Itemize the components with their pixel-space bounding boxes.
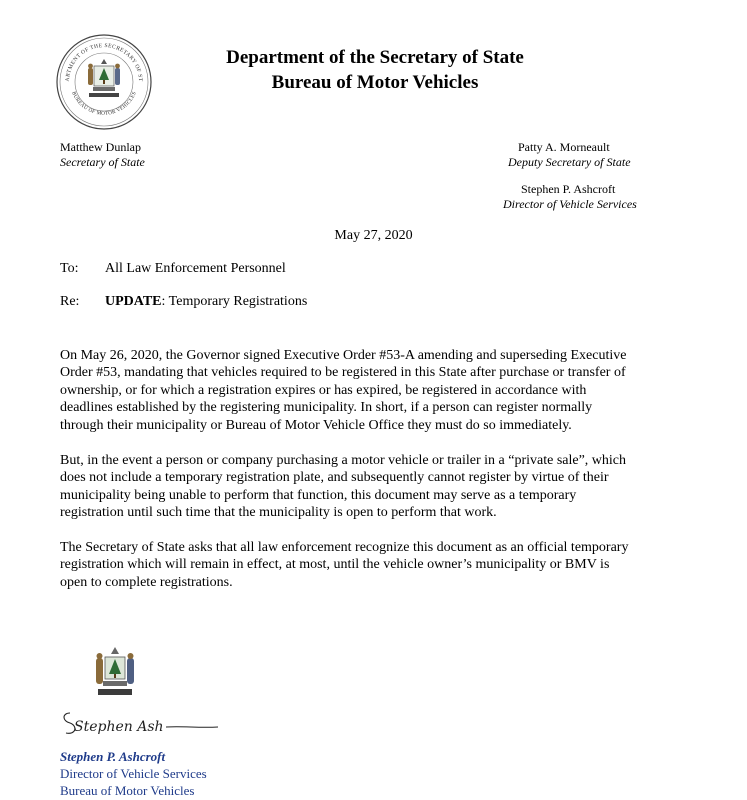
paragraph-1 xyxy=(60,347,690,434)
secretary-name: Matthew Dunlap xyxy=(60,140,141,154)
re-value xyxy=(105,294,307,310)
paragraph-line: open to complete registrations. xyxy=(60,574,233,590)
deputy-title: Deputy Secretary of State xyxy=(508,155,631,169)
paragraph-line: On May 26, 2020, the Governor signed Executive Order #53-A amending and superseding Executive xyxy=(60,348,627,363)
re-text: : Temporary Registrations xyxy=(161,294,308,309)
re-bold: UPDATE xyxy=(105,294,162,309)
paragraph-line: registration until such time that the municipality is open to perform that work. xyxy=(60,505,497,521)
signature-handwriting: Stephen Ash xyxy=(74,719,164,735)
signer-title: Director of Vehicle Services xyxy=(60,766,207,781)
director-name: Stephen P. Ashcroft xyxy=(521,182,616,196)
to-label: To: xyxy=(60,261,79,276)
memo-date: May 27, 2020 xyxy=(334,228,413,243)
handwritten-signature xyxy=(58,705,223,741)
paragraph-line: through their municipality or Bureau of Motor Vehicle Office they must do so immediately. xyxy=(60,417,572,433)
paragraph-line: does not include a temporary registration plate, and subsequently cannot register by virtue of their xyxy=(60,470,609,486)
signature-block xyxy=(60,748,207,799)
signer-name: Stephen P. Ashcroft xyxy=(60,749,166,764)
seal-text: ARTMENT OF THE SECRETARY OF ST xyxy=(64,42,144,82)
paragraph-3 xyxy=(60,539,690,591)
signer-bureau: Bureau of Motor Vehicles xyxy=(60,783,195,798)
state-seal xyxy=(55,33,153,131)
department-title: Department of the Secretary of State xyxy=(226,47,524,68)
coat-of-arms-icon xyxy=(90,646,140,701)
paragraph-line: ownership, or for which a registration expires or has expired, be registered in accordance with xyxy=(60,382,587,398)
paragraph-line: Order #53, mandating that vehicles required to be registered in this State after purchase or transfer of xyxy=(60,365,626,381)
seal-subtext: BUREAU OF MOTOR VEHICLES xyxy=(70,90,138,117)
to-value: All Law Enforcement Personnel xyxy=(105,261,286,276)
director-title: Director of Vehicle Services xyxy=(503,197,637,211)
paragraph-2 xyxy=(60,452,690,522)
paragraph-line: municipality being unable to perform that function, this document may serve as a temporary xyxy=(60,487,577,503)
paragraph-line: registration which will remain in effect, at most, until the vehicle owner’s municipality or BMV is xyxy=(60,557,610,573)
paragraph-line: deadlines established by the registering municipality. In short, if a person can register normally xyxy=(60,400,593,416)
paragraph-line: The Secretary of State asks that all law enforcement recognize this document as an official temporary xyxy=(60,540,629,555)
bureau-title: Bureau of Motor Vehicles xyxy=(271,72,479,93)
secretary-title: Secretary of State xyxy=(60,155,145,169)
paragraph-line: But, in the event a person or company purchasing a motor vehicle or trailer in a “private sale”, which xyxy=(60,453,627,468)
deputy-name: Patty A. Morneault xyxy=(518,140,610,154)
re-label: Re: xyxy=(60,294,80,309)
